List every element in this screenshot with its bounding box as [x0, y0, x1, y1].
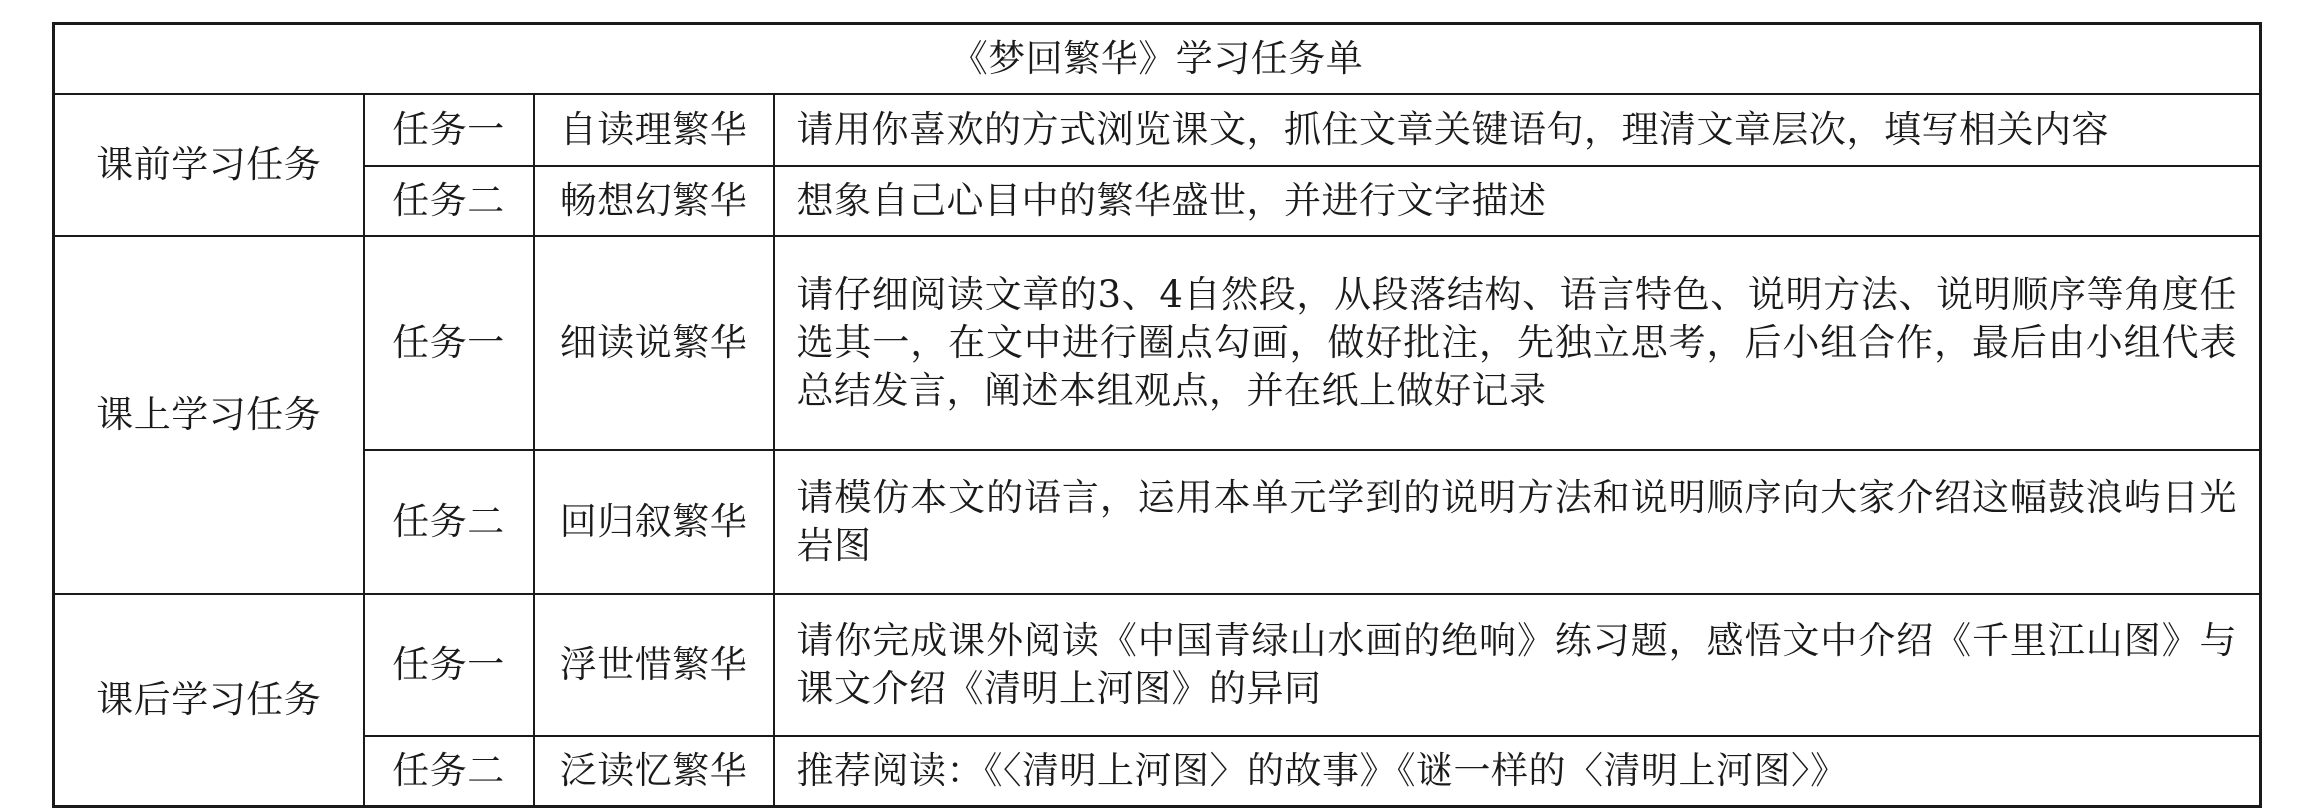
task-number: 任务二 — [364, 450, 534, 594]
task-number: 任务一 — [364, 594, 534, 736]
task-name: 细读说繁华 — [534, 236, 774, 450]
task-sheet-table — [52, 22, 2262, 808]
stage-label-inclass: 课上学习任务 — [54, 236, 364, 594]
task-name: 浮世惜繁华 — [534, 594, 774, 736]
table-row — [54, 450, 2261, 594]
task-description: 请用你喜欢的方式浏览课文，抓住文章关键语句，理清文章层次，填写相关内容 — [774, 94, 2261, 166]
task-description: 想象自己心目中的繁华盛世，并进行文字描述 — [774, 166, 2261, 236]
task-number: 任务二 — [364, 736, 534, 807]
task-number: 任务一 — [364, 94, 534, 166]
task-number: 任务二 — [364, 166, 534, 236]
title-row — [54, 24, 2261, 94]
table-row — [54, 594, 2261, 736]
task-name: 自读理繁华 — [534, 94, 774, 166]
table-row — [54, 236, 2261, 450]
task-description: 推荐阅读：《〈清明上河图〉的故事》《谜一样的〈清明上河图〉》 — [774, 736, 2261, 807]
stage-label-preclass: 课前学习任务 — [54, 94, 364, 236]
table-row — [54, 736, 2261, 807]
task-name: 泛读忆繁华 — [534, 736, 774, 807]
task-description: 请模仿本文的语言，运用本单元学到的说明方法和说明顺序向大家介绍这幅鼓浪屿日光岩图 — [774, 450, 2261, 594]
task-name: 回归叙繁华 — [534, 450, 774, 594]
task-description: 请你完成课外阅读《中国青绿山水画的绝响》练习题，感悟文中介绍《千里江山图》与课文介绍《清明上河图》的异同 — [774, 594, 2261, 736]
stage-label-postclass: 课后学习任务 — [54, 594, 364, 807]
task-name: 畅想幻繁华 — [534, 166, 774, 236]
task-description: 请仔细阅读文章的3、4自然段，从段落结构、语言特色、说明方法、说明顺序等角度任选其一，在文中进行圈点勾画，做好批注，先独立思考，后小组合作，最后由小组代表总结发言，阐述本组观点，并在纸上做好记录 — [774, 236, 2261, 450]
table-row — [54, 94, 2261, 166]
sheet-title: 《梦回繁华》学习任务单 — [54, 24, 2261, 94]
table-row — [54, 166, 2261, 236]
task-number: 任务一 — [364, 236, 534, 450]
